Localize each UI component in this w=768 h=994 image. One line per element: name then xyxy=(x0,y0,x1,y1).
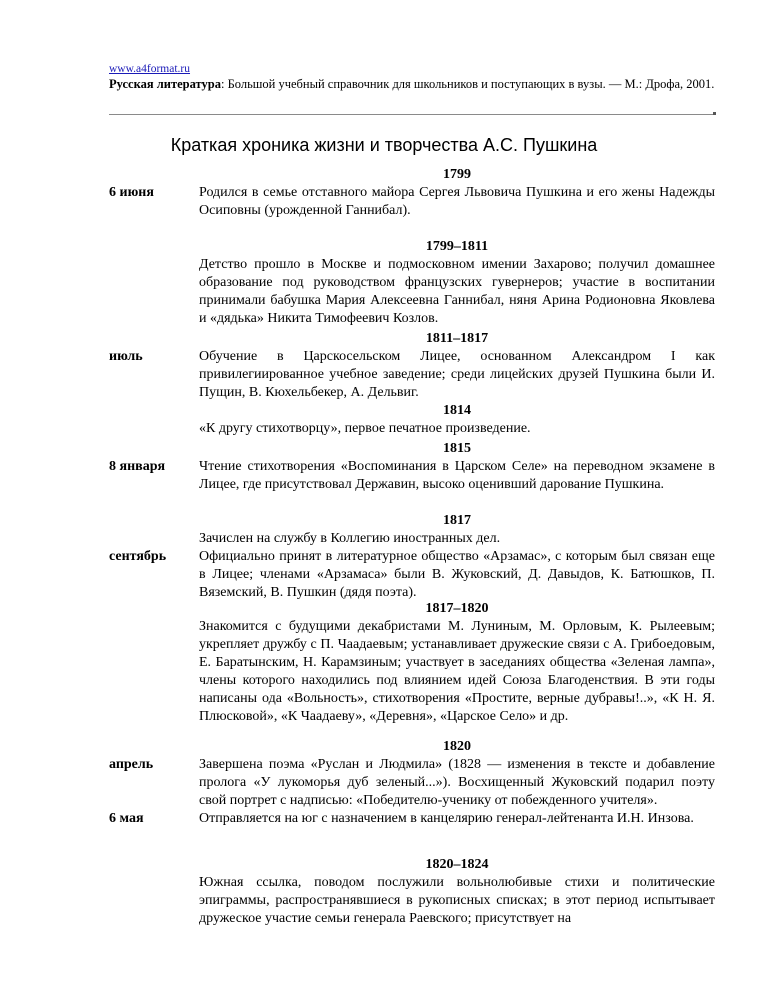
entry-text: Обучение в Царскосельском Лицее, основанном Александром I как привилегиированное учебное заведение; среди лицейских друзей Пушкина были И. Пущин, В. Кюхельбекер, А. Дельвиг. xyxy=(199,349,715,400)
entry-text: Родился в семье отставного майора Сергея Львовича Пушкина и его жены Надежды Осиповны (урожденной Ганнибал). xyxy=(199,185,715,218)
source-title: Русская литература xyxy=(109,77,221,91)
entry-text: Знакомится с будущими декабристами М. Луниным, М. Орловым, К. Рылеевым; укрепляет дружбу с П. Чаадаевым; устанавливает дружеские связи с А. Грибоедовым, Е. Баратынским, Н. Карамзиным; участвует в заседаниях общества «Зеленая лампа», члены которого находились под влиянием идей Союза Благоденствия. В эти годы написаны ода «Вольность», стихотворения «Простите, верные дубравы!..», «К Н. Я. Плюсковой», «К Чаадаеву», «Деревня», «Царское Село» и др. xyxy=(199,619,715,724)
entry-date xyxy=(109,256,199,328)
source-link[interactable]: www.a4format.ru xyxy=(109,63,191,75)
chronicle-entry xyxy=(109,618,715,726)
chronicle-section xyxy=(109,512,715,602)
section-year: 1811–1817 xyxy=(425,331,489,346)
section-year: 1820–1824 xyxy=(425,857,489,872)
section-year: 1817–1820 xyxy=(425,601,489,616)
chronicle-entry xyxy=(109,756,715,810)
page-title: Краткая хроника жизни и творчества А.С. Пушкина xyxy=(170,135,598,155)
entry-text: Южная ссылка, поводом послужили вольнолюбивые стихи и политические эпиграммы, распространявшиеся в рукописных списках; в этот период испытывает дружеское участие семьи генерала Раевского; присутствует на xyxy=(199,875,715,926)
source-citation: : Большой учебный справочник для школьников и поступающих в вузы. — М.: Дрофа, 2001. xyxy=(220,77,715,91)
chronicle-section xyxy=(109,440,715,494)
entry-text: Отправляется на юг с назначением в канцелярию генерал-лейтенанта И.Н. Инзова. xyxy=(199,811,694,826)
chronicle-entry xyxy=(109,348,715,402)
divider-end-mark xyxy=(713,112,716,115)
section-year: 1815 xyxy=(443,441,471,456)
chronicle-entry xyxy=(109,530,715,548)
section-year: 1799–1811 xyxy=(425,239,489,254)
entry-date xyxy=(109,420,199,438)
section-year: 1814 xyxy=(443,403,471,418)
header-divider xyxy=(109,114,715,115)
entry-date: 6 мая xyxy=(109,811,144,826)
chronicle-section xyxy=(109,856,715,928)
section-year: 1799 xyxy=(443,167,471,182)
chronicle-section xyxy=(109,738,715,828)
entry-text: Детство прошло в Москве и подмосковном имении Захарово; получил домашнее образование под руководством французских гувернеров; участие в воспитании принимали бабушка Мария Алексеевна Ганнибал, няня Арина Родионовна Яковлева и «дядька» Никита Тимофеевич Козлов. xyxy=(199,257,715,326)
entry-date: 8 января xyxy=(109,459,166,474)
entry-text: Зачислен на службу в Коллегию иностранных дел. xyxy=(199,531,501,546)
chronicle-section xyxy=(109,166,715,220)
section-year: 1817 xyxy=(443,513,471,528)
entry-text: Завершена поэма «Руслан и Людмила» (1828 — изменения в тексте и добавление пролога «У лукоморья дуб зеленый...»). Восхищенный Жуковский подарил поэту свой портрет с надписью: «Победителю-ученику от побежденного учителя». xyxy=(199,757,715,808)
entry-date: 6 июня xyxy=(109,185,154,200)
entry-date: апрель xyxy=(109,757,154,772)
chronicle-entry xyxy=(109,810,715,828)
chronicle-section xyxy=(109,238,715,328)
entry-text: Чтение стихотворения «Воспоминания в Царском Селе» на переводном экзамене в Лицее, где присутствовал Державин, высоко оценивший дарование Пушкина. xyxy=(199,459,715,492)
entry-text: Официально принят в литературное общество «Арзамас», с которым был связан еще в Лицее; членами «Арзамаса» были В. Жуковский, Д. Давыдов, К. Батюшков, П. Вяземский, В. Пушкин (дядя поэта). xyxy=(199,549,715,600)
entry-date: июль xyxy=(109,349,143,364)
entry-date: сентябрь xyxy=(109,549,167,564)
entry-text: «К другу стихотворцу», первое печатное произведение. xyxy=(199,421,531,436)
chronicle-section xyxy=(109,402,715,438)
chronicle-section xyxy=(109,330,715,402)
source-header xyxy=(109,62,719,92)
chronicle-entry xyxy=(109,458,715,494)
entry-date xyxy=(109,618,199,726)
chronicle-entry xyxy=(109,420,715,438)
chronicle-entry xyxy=(109,874,715,928)
entry-date xyxy=(109,530,199,548)
chronicle-entry xyxy=(109,548,715,602)
chronicle-section xyxy=(109,600,715,726)
chronicle-entry xyxy=(109,256,715,328)
chronicle-entry xyxy=(109,184,715,220)
entry-date xyxy=(109,874,199,928)
section-year: 1820 xyxy=(443,739,471,754)
